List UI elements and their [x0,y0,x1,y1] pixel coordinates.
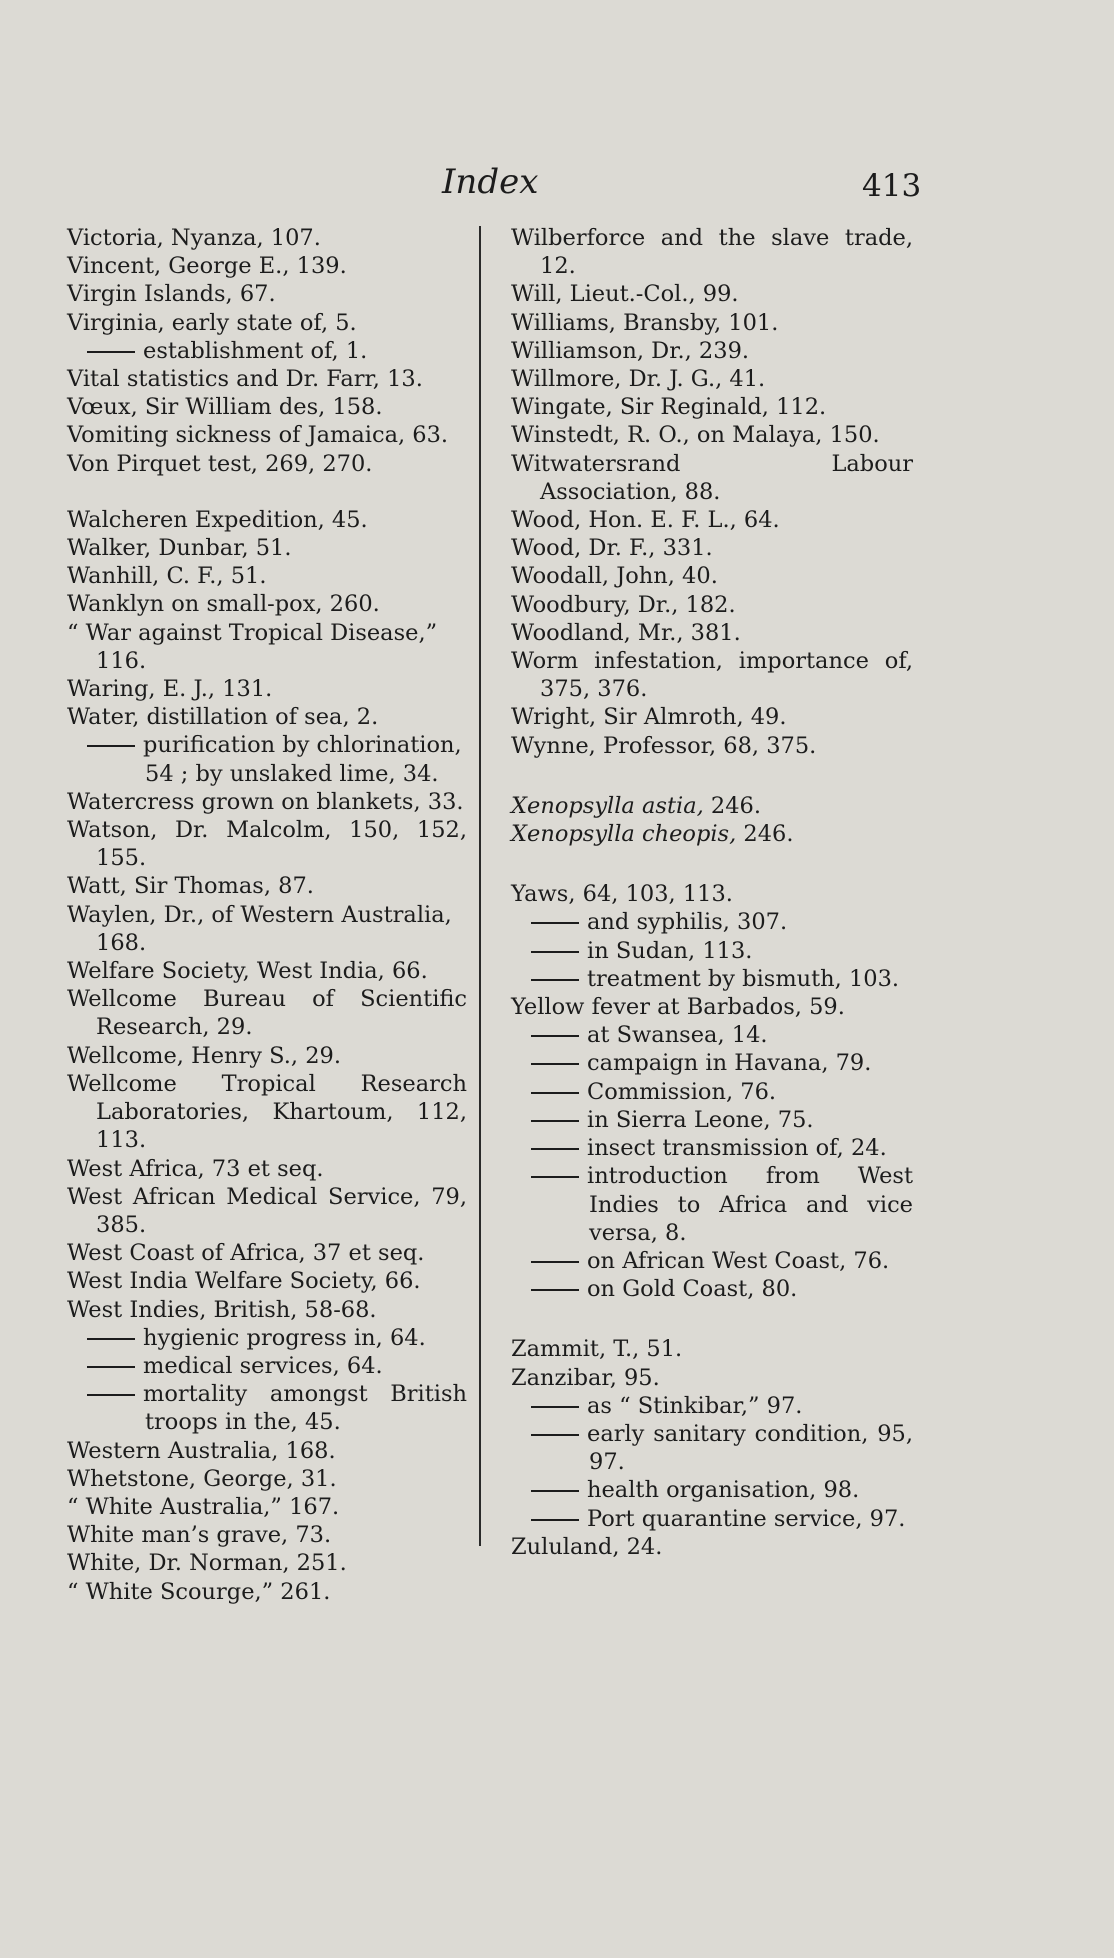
index-entry [67,901,467,957]
entry-text: purification by chlorination, 54 ; by unslaked lime, 34. [143,732,462,787]
entry-text: Woodall, John, 40. [511,563,718,590]
index-entry [67,365,467,393]
index-entry [67,1239,467,1267]
entry-text: Wood, Hon. E. F. L., 64. [511,507,780,534]
index-entry [67,619,467,675]
entry-text: West India Welfare Society, 66. [67,1268,421,1295]
index-entry [511,591,913,619]
index-column-right [511,224,913,1561]
repeat-dash [531,951,579,953]
index-entry [511,703,913,731]
index-entry [511,337,913,365]
index-subentry [67,1352,467,1380]
repeat-dash [531,1176,579,1178]
index-subentry [511,965,913,993]
entry-text: Whetstone, George, 31. [67,1465,337,1492]
entry-text: Xenopsylla cheopis, [511,821,737,848]
entry-text: Welfare Society, West India, 66. [67,958,428,985]
index-entry [511,365,913,393]
entry-text: Wingate, Sir Reginald, 112. [511,394,827,421]
index-entry [67,985,467,1041]
section-gap [511,760,913,792]
index-entry [511,1364,913,1392]
index-entry [67,1296,467,1324]
repeat-dash [531,1490,579,1492]
entry-text: Waring, E. J., 131. [67,676,273,703]
index-entry [67,421,467,449]
index-entry [67,675,467,703]
index-entry [511,880,913,908]
index-entry [511,732,913,760]
entry-text: Walcheren Expedition, 45. [67,506,368,533]
entry-text: West Indies, British, 58-68. [67,1296,377,1323]
index-entry [511,393,913,421]
repeat-dash [531,979,579,981]
entry-text: medical services, 64. [143,1352,383,1379]
index-subentry [511,1392,913,1420]
entry-text: Virgin Islands, 67. [67,281,276,308]
entry-text: “ White Scourge,” 261. [67,1578,331,1605]
index-subentry [67,1324,467,1352]
running-header-title: Index [442,162,539,202]
entry-text: Vomiting sickness of Jamaica, 63. [67,422,449,449]
entry-text: in Sudan, 113. [587,937,753,964]
index-subentry [511,1476,913,1504]
entry-text: Yellow fever at Barbados, 59. [511,994,845,1021]
entry-text: health organisation, 98. [587,1477,860,1504]
entry-text: Water, distillation of sea, 2. [67,704,379,731]
index-column-left [67,224,467,1606]
index-entry [67,506,467,534]
entry-text: Watercress grown on blankets, 33. [67,788,464,815]
index-subentry [511,1078,913,1106]
section-gap [67,478,467,506]
entry-text: Wood, Dr. F., 331. [511,535,713,562]
entry-text: on Gold Coast, 80. [587,1276,798,1303]
repeat-dash [531,1035,579,1037]
repeat-dash [531,1120,579,1122]
entry-text: Woodbury, Dr., 182. [511,591,736,618]
index-subentry [67,337,467,365]
entry-text: Wright, Sir Almroth, 49. [511,704,787,731]
index-entry [511,647,913,703]
index-subentry [511,1162,913,1247]
entry-text: Commission, 76. [587,1078,777,1105]
entry-text: in Sierra Leone, 75. [587,1106,814,1133]
entry-text: Williamson, Dr., 239. [511,337,750,364]
entry-text: Witwatersrand Labour Association, 88. [511,450,913,505]
entry-text: Western Australia, 168. [67,1437,336,1464]
entry-text: Zanzibar, 95. [511,1364,660,1391]
index-entry [67,534,467,562]
index-subentry [511,1420,913,1476]
column-divider [479,226,481,1546]
index-entry [67,1549,467,1577]
section-gap [511,1303,913,1335]
index-entry [511,820,913,848]
entry-text: White man’s grave, 73. [67,1522,332,1549]
entry-text: Port quarantine service, 97. [587,1505,906,1532]
index-subentry [511,1106,913,1134]
entry-text: as “ Stinkibar,” 97. [587,1392,803,1419]
entry-text: Woodland, Mr., 381. [511,619,741,646]
index-entry [67,1070,467,1155]
entry-text: treatment by bismuth, 103. [587,965,900,992]
entry-text: introduction from West Indies to Africa and vice versa, 8. [587,1163,913,1246]
index-entry [67,590,467,618]
entry-text: insect transmission of, 24. [587,1135,887,1162]
index-entry [511,534,913,562]
index-subentry [511,1049,913,1077]
index-entry [511,619,913,647]
page-number: 413 [862,168,922,204]
entry-text: Xenopsylla astia, [511,792,704,819]
index-entry [511,506,913,534]
index-subentry [511,1505,913,1533]
index-subentry [511,1247,913,1275]
index-entry [67,788,467,816]
index-entry [67,1493,467,1521]
index-entry [511,1533,913,1561]
repeat-dash [531,1261,579,1263]
index-subentry [67,1380,467,1436]
entry-text: Victoria, Nyanza, 107. [67,225,321,251]
index-entry [67,1155,467,1183]
entry-text: West Africa, 73 et seq. [67,1155,324,1182]
entry-text: West African Medical Service, 79, 385. [67,1183,467,1238]
entry-text: Williams, Bransby, 101. [511,309,779,336]
repeat-dash [87,351,135,353]
entry-text: Wanklyn on small-pox, 260. [67,591,380,618]
entry-text: mortality amongst British troops in the, 45. [143,1381,467,1436]
index-entry [511,280,913,308]
entry-text: Wellcome Tropical Research Laboratories, Khartoum, 112, 113. [67,1070,467,1154]
repeat-dash [531,1406,579,1408]
index-entry [511,792,913,820]
index-subentry [511,1021,913,1049]
index-entry [511,993,913,1021]
entry-text: Winstedt, R. O., on Malaya, 150. [511,422,880,449]
index-entry [67,1578,467,1606]
entry-text: Will, Lieut.-Col., 99. [511,281,739,308]
section-gap [511,848,913,880]
repeat-dash [531,1148,579,1150]
index-entry [67,450,467,478]
repeat-dash [531,1434,579,1436]
entry-text: Zululand, 24. [511,1533,663,1560]
index-entry [67,703,467,731]
index-entry [67,1521,467,1549]
index-subentry [511,908,913,936]
index-entry [67,872,467,900]
index-entry [511,224,913,280]
index-entry [511,421,913,449]
repeat-dash [87,1338,135,1340]
index-entry [67,562,467,590]
entry-text: Zammit, T., 51. [511,1336,683,1363]
index-entry [67,252,467,280]
entry-text: Wilberforce and the slave trade, 12. [511,225,913,280]
entry-text: West Coast of Africa, 37 et seq. [67,1240,425,1267]
entry-text: Willmore, Dr. J. G., 41. [511,366,766,393]
index-entry [67,309,467,337]
index-entry [67,957,467,985]
index-entry [67,816,467,872]
index-entry [67,393,467,421]
index-entry [67,1183,467,1239]
entry-text: Virginia, early state of, 5. [67,309,357,336]
index-entry [511,309,913,337]
repeat-dash [531,922,579,924]
index-entry [67,1267,467,1295]
index-subentry [511,1134,913,1162]
entry-text: Vital statistics and Dr. Farr, 13. [67,366,423,393]
repeat-dash [531,1519,579,1521]
entry-text: Wellcome Bureau of Scientific Research, 29. [67,986,467,1041]
entry-text: Wanhill, C. F., 51. [67,563,267,590]
index-entry [67,1465,467,1493]
entry-pages: 246. [703,792,762,819]
index-subentry [511,1275,913,1303]
index-entry [511,1335,913,1363]
entry-text: Vœux, Sir William des, 158. [67,394,383,421]
repeat-dash [531,1092,579,1094]
entry-text: “ War against Tropical Disease,” 116. [67,619,438,674]
entry-text: on African West Coast, 76. [587,1247,890,1274]
entry-text: hygienic progress in, 64. [143,1324,426,1351]
entry-text: Vincent, George E., 139. [67,253,347,280]
index-entry [67,1042,467,1070]
index-subentry [511,937,913,965]
entry-text: Von Pirquet test, 269, 270. [67,450,373,477]
index-subentry [67,731,467,787]
index-entry [67,224,467,252]
entry-text: early sanitary condition, 95, 97. [587,1420,913,1476]
repeat-dash [87,1394,135,1396]
entry-text: “ White Australia,” 167. [67,1493,340,1520]
entry-text: establishment of, 1. [143,337,368,364]
index-entry [67,280,467,308]
repeat-dash [87,1366,135,1368]
entry-text: Waylen, Dr., of Western Australia, 168. [67,901,452,956]
index-entry [67,1437,467,1465]
entry-text: White, Dr. Norman, 251. [67,1550,347,1577]
entry-text: Worm infestation, importance of, 375, 376. [511,648,913,703]
entry-text: Walker, Dunbar, 51. [67,535,292,562]
entry-text: Watson, Dr. Malcolm, 150, 152, 155. [67,817,467,872]
index-entry [511,450,913,506]
entry-text: Wellcome, Henry S., 29. [67,1042,341,1069]
entry-text: at Swansea, 14. [587,1022,768,1049]
entry-text: Watt, Sir Thomas, 87. [67,873,314,900]
repeat-dash [87,745,135,747]
entry-text: and syphilis, 307. [587,909,788,936]
entry-pages: 246. [736,821,794,848]
entry-text: Yaws, 64, 103, 113. [511,881,733,908]
index-entry [511,562,913,590]
entry-text: campaign in Havana, 79. [587,1050,872,1077]
repeat-dash [531,1063,579,1065]
entry-text: Wynne, Professor, 68, 375. [511,732,817,759]
repeat-dash [531,1289,579,1291]
